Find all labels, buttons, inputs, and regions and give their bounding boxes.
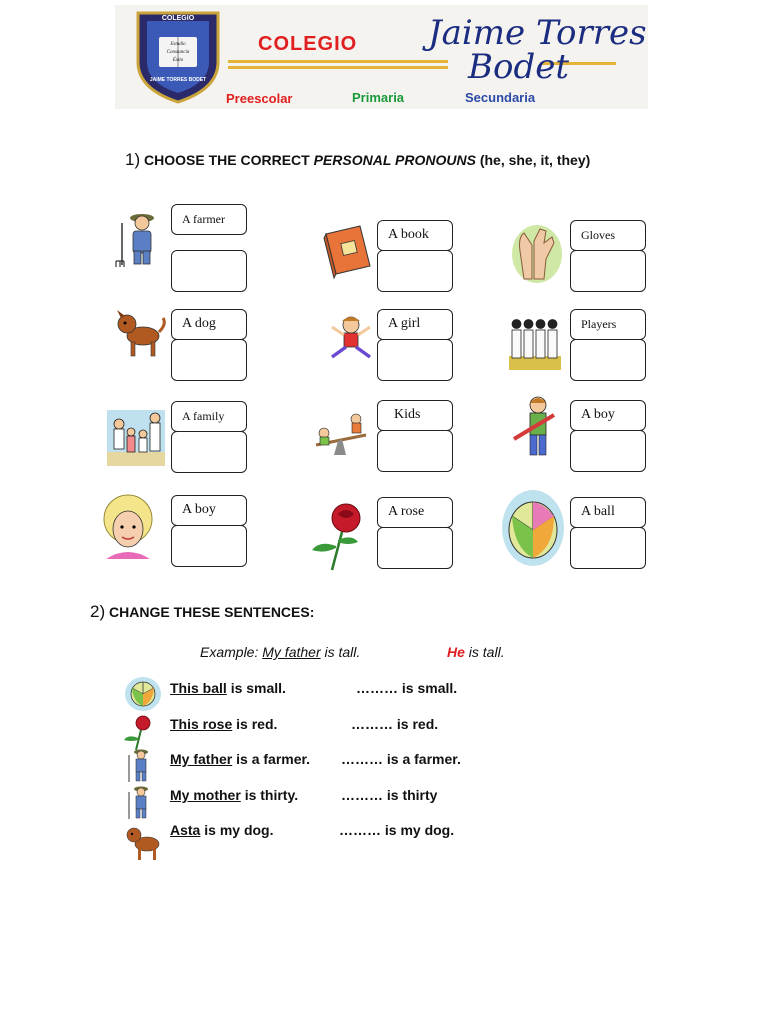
sentence-answer[interactable]: ……… is my dog. [339, 822, 455, 838]
answer-input-box[interactable] [377, 250, 453, 292]
item-label: A girl [388, 316, 421, 331]
answer-input-box[interactable] [171, 339, 247, 381]
answer-input-box[interactable] [377, 339, 453, 381]
ball-icon [124, 676, 162, 712]
item-label: A rose [388, 504, 425, 519]
players-icon [507, 310, 563, 372]
seal-motto-3: Éxito [172, 58, 184, 63]
level-preescolar: Preescolar [226, 91, 293, 106]
label-box [171, 495, 247, 526]
label-box [570, 497, 646, 528]
item-label: A boy [581, 407, 615, 422]
sentence-subject: Asta [170, 822, 201, 838]
item-label: A book [388, 227, 429, 242]
label-box [377, 497, 453, 528]
sentence-answer[interactable]: ……… is thirty [341, 787, 438, 803]
sentence-row [170, 751, 310, 767]
item-label: A farmer [182, 212, 225, 226]
item-label: A boy [182, 502, 216, 517]
section2-heading [90, 602, 314, 622]
example-prefix: Example: [200, 644, 259, 660]
rose-icon [308, 500, 370, 572]
answer-input-box[interactable] [171, 250, 247, 292]
farmer-icon [124, 745, 154, 783]
colegio-title: COLEGIO [258, 33, 358, 55]
level-primaria: Primaria [352, 90, 405, 105]
example-rest: is tall. [324, 644, 361, 660]
section1-text-italic: PERSONAL PRONOUNS [313, 152, 476, 168]
ball-icon [500, 488, 566, 568]
sentence-rest: is a farmer. [236, 751, 311, 767]
label-box [171, 204, 247, 235]
answer-input-box[interactable] [570, 527, 646, 569]
girl-icon [328, 313, 374, 361]
sentence-row [170, 680, 286, 696]
sentence-answer[interactable]: ……… is a farmer. [341, 751, 461, 767]
seal-ring-text: JAIME TORRES BODET [149, 77, 207, 83]
sentence-subject: My mother [170, 787, 241, 803]
item-label: Gloves [581, 228, 615, 242]
example-sentence [200, 644, 360, 660]
sentence-row [170, 716, 277, 732]
label-box [570, 400, 646, 431]
sentence-subject: This ball [170, 680, 227, 696]
sentence-subject: My father [170, 751, 233, 767]
sentence-answer[interactable]: ……… is red. [351, 716, 439, 732]
answer-input-box[interactable] [377, 527, 453, 569]
school-name-line1: Jaime Torres [428, 13, 647, 53]
sentence-row [170, 822, 273, 838]
sentence-rest: is my dog. [204, 822, 274, 838]
sentence-row [170, 787, 298, 803]
example-answer [447, 644, 505, 660]
level-secundaria: Secundaria [465, 90, 536, 105]
farmer-icon [124, 782, 154, 820]
label-box [570, 220, 646, 251]
seal-motto-1: Estudio [170, 42, 186, 47]
answer-input-box[interactable] [171, 525, 247, 567]
section1-text: CHOOSE THE CORRECT [144, 152, 310, 168]
answer-input-box[interactable] [570, 430, 646, 472]
sentence-answer[interactable]: ……… is small. [356, 680, 458, 696]
label-box [171, 309, 247, 340]
kids-icon [312, 405, 370, 463]
label-box [377, 400, 453, 431]
boy-icon [508, 393, 564, 465]
farmer-icon [112, 205, 166, 269]
item-label: A ball [581, 504, 615, 519]
sentence-subject: This rose [170, 716, 233, 732]
section2-number: 2) [90, 602, 106, 621]
woman-face-icon [100, 493, 158, 561]
answer-input-box[interactable] [570, 339, 646, 381]
school-name-line2: Bodet [468, 47, 570, 87]
label-box [377, 220, 453, 251]
header-gold-line [228, 60, 448, 63]
family-icon [107, 398, 165, 466]
answer-input-box[interactable] [570, 250, 646, 292]
section1-number: 1) [125, 150, 141, 169]
sentence-rest: is thirty. [244, 787, 299, 803]
dog-icon [113, 308, 167, 358]
section1-heading [125, 150, 590, 170]
example-pronoun: He [447, 644, 465, 660]
example-subject: My father [262, 644, 321, 660]
gloves-icon [510, 223, 564, 285]
item-label: A family [182, 409, 225, 423]
school-seal-logo [133, 7, 223, 104]
sentence-rest: is small. [230, 680, 286, 696]
answer-input-box[interactable] [377, 430, 453, 472]
section2-title: CHANGE THESE SENTENCES: [109, 604, 315, 620]
item-label: Players [581, 317, 617, 331]
sentence-rest: is red. [236, 716, 278, 732]
item-label: Kids [394, 407, 421, 422]
section1-text-end: (he, she, it, they) [479, 152, 591, 168]
book-icon [320, 222, 374, 280]
label-box [377, 309, 453, 340]
label-box [171, 401, 247, 432]
example-answer-rest: is tall. [468, 644, 505, 660]
seal-top-text: COLEGIO [161, 15, 195, 22]
answer-input-box[interactable] [171, 431, 247, 473]
item-label: A dog [182, 316, 216, 331]
dog-icon [124, 822, 164, 862]
seal-motto-2: Constancia [166, 50, 190, 55]
header-gold-line [228, 66, 448, 69]
label-box [570, 309, 646, 340]
